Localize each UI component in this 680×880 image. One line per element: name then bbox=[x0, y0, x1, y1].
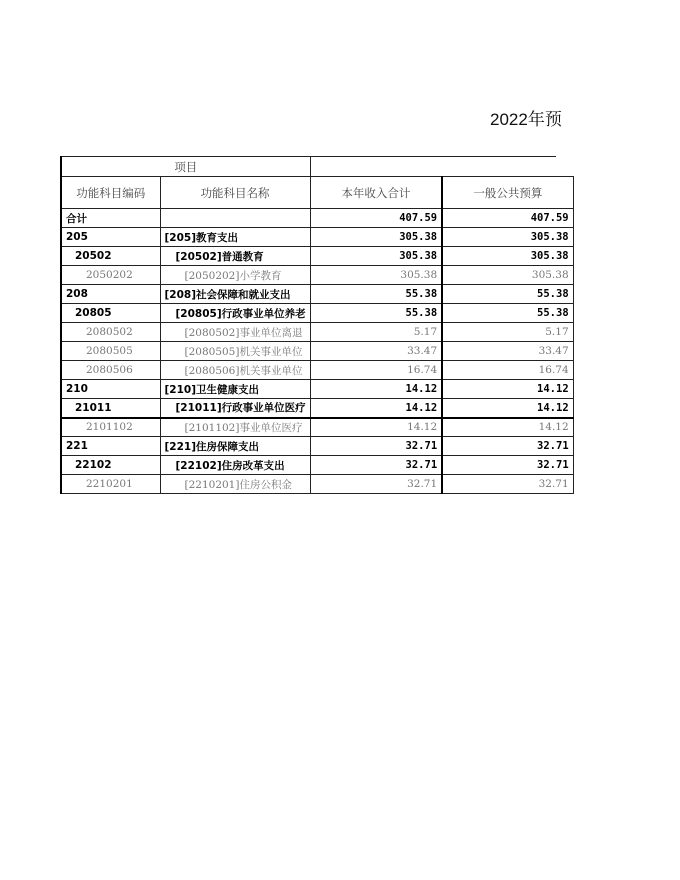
budget-table-container bbox=[60, 156, 574, 494]
page-title: 2022年预 bbox=[490, 110, 562, 129]
cell-general: 33.47 bbox=[442, 342, 573, 361]
cell-total: 55.38 bbox=[310, 304, 442, 323]
cell-name: [2210201]住房公积金 bbox=[160, 475, 310, 494]
table-row bbox=[61, 380, 573, 399]
cell-total: 55.38 bbox=[310, 285, 442, 304]
table-body bbox=[61, 209, 573, 494]
cell-general: 14.12 bbox=[442, 380, 573, 399]
col-header-name: 功能科目名称 bbox=[160, 177, 310, 209]
cell-name: [205]教育支出 bbox=[160, 228, 310, 247]
col-header-general: 一般公共预算 bbox=[442, 177, 573, 209]
table-row bbox=[61, 342, 573, 361]
cell-general: 55.38 bbox=[442, 304, 573, 323]
cell-code: 2050202 bbox=[61, 266, 160, 285]
cell-name bbox=[160, 209, 310, 228]
table-row bbox=[61, 209, 573, 228]
cell-name: [208]社会保障和就业支出 bbox=[160, 285, 310, 304]
cell-general: 14.12 bbox=[442, 418, 573, 437]
table-row bbox=[61, 285, 573, 304]
table-row bbox=[61, 228, 573, 247]
cell-name: [2080502]事业单位离退 bbox=[160, 323, 310, 342]
table-row bbox=[61, 399, 573, 418]
cell-name: [20805]行政事业单位养老 bbox=[160, 304, 310, 323]
cell-total: 32.71 bbox=[310, 456, 442, 475]
cell-name: [21011]行政事业单位医疗 bbox=[160, 399, 310, 418]
cell-total: 32.71 bbox=[310, 437, 442, 456]
cell-name: [210]卫生健康支出 bbox=[160, 380, 310, 399]
cell-code: 22102 bbox=[61, 456, 160, 475]
cell-total: 14.12 bbox=[310, 399, 442, 418]
table-row bbox=[61, 361, 573, 380]
cell-general: 407.59 bbox=[442, 209, 573, 228]
cell-name: [2080506]机关事业单位 bbox=[160, 361, 310, 380]
cell-total: 407.59 bbox=[310, 209, 442, 228]
budget-table bbox=[60, 156, 574, 494]
table-row bbox=[61, 323, 573, 342]
cell-total: 32.71 bbox=[310, 475, 442, 494]
cell-name: [2050202]小学教育 bbox=[160, 266, 310, 285]
cell-code: 205 bbox=[61, 228, 160, 247]
cell-general: 32.71 bbox=[442, 437, 573, 456]
cell-general: 305.38 bbox=[442, 266, 573, 285]
table-row bbox=[61, 456, 573, 475]
table-row bbox=[61, 418, 573, 437]
cell-code: 2080505 bbox=[61, 342, 160, 361]
cell-code: 合计 bbox=[61, 209, 160, 228]
cell-name: [2080505]机关事业单位 bbox=[160, 342, 310, 361]
table-row bbox=[61, 437, 573, 456]
cell-code: 2210201 bbox=[61, 475, 160, 494]
cell-name: [20502]普通教育 bbox=[160, 247, 310, 266]
col-header-code: 功能科目编码 bbox=[61, 177, 160, 209]
group-header-blank bbox=[310, 157, 573, 177]
cell-code: 2080506 bbox=[61, 361, 160, 380]
cell-name: [221]住房保障支出 bbox=[160, 437, 310, 456]
cell-general: 32.71 bbox=[442, 456, 573, 475]
cell-name: [22102]住房改革支出 bbox=[160, 456, 310, 475]
cell-total: 14.12 bbox=[310, 418, 442, 437]
cell-name: [2101102]事业单位医疗 bbox=[160, 418, 310, 437]
cell-code: 20805 bbox=[61, 304, 160, 323]
cell-general: 305.38 bbox=[442, 247, 573, 266]
table-row bbox=[61, 304, 573, 323]
table-row bbox=[61, 247, 573, 266]
cell-general: 5.17 bbox=[442, 323, 573, 342]
cell-total: 16.74 bbox=[310, 361, 442, 380]
cell-general: 14.12 bbox=[442, 399, 573, 418]
cell-total: 5.17 bbox=[310, 323, 442, 342]
cell-total: 305.38 bbox=[310, 228, 442, 247]
cell-total: 305.38 bbox=[310, 266, 442, 285]
table-row bbox=[61, 266, 573, 285]
cell-code: 221 bbox=[61, 437, 160, 456]
col-header-total: 本年收入合计 bbox=[310, 177, 442, 209]
cell-code: 2080502 bbox=[61, 323, 160, 342]
table-row bbox=[61, 475, 573, 494]
group-header-project: 项目 bbox=[61, 157, 310, 177]
cell-total: 33.47 bbox=[310, 342, 442, 361]
cell-general: 32.71 bbox=[442, 475, 573, 494]
cell-code: 21011 bbox=[61, 399, 160, 418]
cell-code: 20502 bbox=[61, 247, 160, 266]
cell-code: 210 bbox=[61, 380, 160, 399]
cell-code: 208 bbox=[61, 285, 160, 304]
cell-general: 305.38 bbox=[442, 228, 573, 247]
cell-total: 305.38 bbox=[310, 247, 442, 266]
cell-general: 55.38 bbox=[442, 285, 573, 304]
cell-code: 2101102 bbox=[61, 418, 160, 437]
cell-general: 16.74 bbox=[442, 361, 573, 380]
cell-total: 14.12 bbox=[310, 380, 442, 399]
